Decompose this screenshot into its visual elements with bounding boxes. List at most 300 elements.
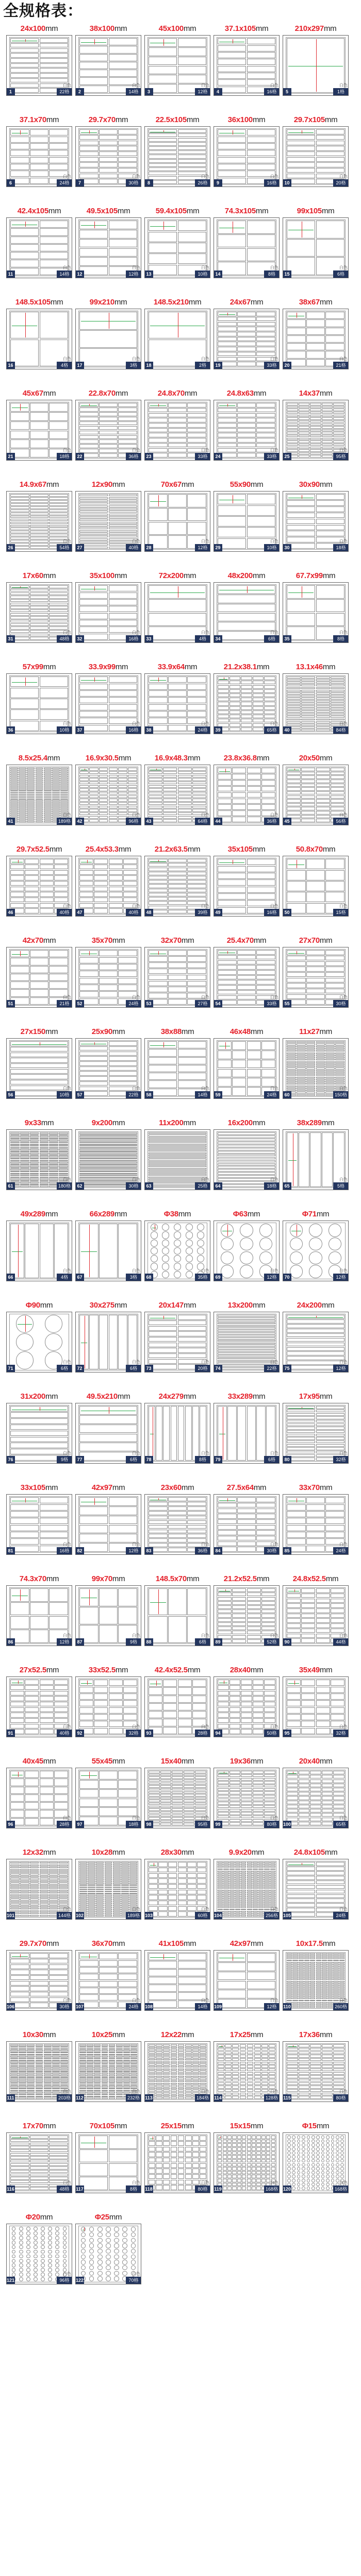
spec-cell[interactable] <box>281 479 350 554</box>
spec-cell[interactable] <box>5 1756 74 1831</box>
label-cell <box>241 706 252 710</box>
width-dimension-line <box>288 1317 343 1318</box>
spec-cell[interactable] <box>212 23 281 98</box>
label-cell <box>59 1138 68 1139</box>
label-cell <box>40 1912 49 1914</box>
label-cell <box>258 1871 264 1872</box>
label-cell <box>235 1881 240 1883</box>
spec-cell[interactable] <box>281 114 350 189</box>
label-cell <box>247 150 275 156</box>
spec-size: 33x52.5 <box>88 1666 116 1674</box>
label-cell <box>10 804 18 806</box>
spec-cell[interactable] <box>5 1847 74 1922</box>
spec-cell[interactable] <box>212 1026 281 1101</box>
label-cell <box>316 1603 330 1608</box>
label-cell <box>287 1067 296 1069</box>
spec-cell[interactable] <box>74 206 143 280</box>
spec-cell[interactable] <box>5 1573 74 1648</box>
label-count-badge: 12格 <box>264 1274 280 1281</box>
label-cell <box>88 1878 95 1880</box>
spec-cell[interactable] <box>281 1573 350 1648</box>
spec-cell[interactable] <box>74 753 143 827</box>
label-cell <box>325 1050 335 1052</box>
spec-cell[interactable] <box>212 570 281 645</box>
label-cell <box>335 1072 344 1074</box>
label-cell <box>99 1807 118 1816</box>
spec-cell[interactable] <box>74 1209 143 1283</box>
label-cell <box>287 506 315 512</box>
spec-cell[interactable] <box>212 1938 281 2013</box>
label-cell <box>287 1437 315 1439</box>
label-cell <box>40 1885 49 1887</box>
spec-cell[interactable] <box>212 1573 281 1648</box>
label-cell <box>79 1071 108 1076</box>
label-cell <box>121 1893 129 1894</box>
label-cell <box>237 980 256 985</box>
label-cell <box>316 146 344 150</box>
spec-cell[interactable] <box>281 297 350 371</box>
label-cell <box>316 698 330 700</box>
label-cell <box>261 1078 275 1087</box>
spec-cell[interactable] <box>212 1665 281 1739</box>
label-cell <box>149 1530 167 1534</box>
label-cell <box>229 1906 235 1908</box>
label-cell <box>79 1066 108 1071</box>
label-cell <box>178 1727 192 1734</box>
height-dimension-line <box>227 951 228 954</box>
spec-cell[interactable] <box>281 206 350 280</box>
spec-cell[interactable] <box>5 570 74 645</box>
label-cell <box>310 1957 315 1959</box>
spec-index-badge: 75 <box>283 1365 291 1372</box>
label-cell <box>316 721 330 723</box>
spec-cell[interactable] <box>5 23 74 98</box>
spec-cell[interactable] <box>143 570 212 645</box>
spec-cell[interactable] <box>281 1847 350 1922</box>
label-cell <box>287 1876 315 1880</box>
label-cell <box>168 950 187 956</box>
label-cell <box>218 1890 223 1891</box>
label-cell <box>160 1797 171 1799</box>
spec-cell[interactable] <box>212 1391 281 1466</box>
label-cell <box>20 1153 29 1154</box>
label-cell <box>113 1915 121 1917</box>
label-cell <box>49 1173 58 1174</box>
label-cell <box>256 975 275 980</box>
spec-cell[interactable] <box>143 662 212 736</box>
spec-cell[interactable] <box>143 297 212 371</box>
spec-cell[interactable] <box>74 1847 143 1922</box>
spec-cell[interactable] <box>5 753 74 827</box>
sheet-preview <box>283 309 349 369</box>
label-cell <box>287 1077 296 1078</box>
spec-cell[interactable] <box>212 479 281 554</box>
label-cell <box>247 45 275 52</box>
spec-cell[interactable] <box>143 206 212 280</box>
label-cell <box>316 1065 325 1067</box>
spec-cell[interactable] <box>5 206 74 280</box>
label-cell <box>49 525 68 528</box>
label-count-badge: 22格 <box>264 1365 280 1372</box>
label-cell <box>121 1891 129 1892</box>
spec-cell[interactable] <box>212 662 281 736</box>
label-cell <box>79 1909 87 1910</box>
label-cell <box>306 1497 325 1503</box>
label-cell <box>322 455 333 457</box>
label-cell <box>301 724 315 726</box>
label-cell <box>241 685 252 689</box>
label-cell <box>232 768 246 773</box>
spec-cell[interactable] <box>143 388 212 463</box>
label-cell <box>79 221 108 229</box>
label-cell <box>96 1874 104 1876</box>
label-cell <box>287 1074 296 1076</box>
label-cell <box>20 1890 29 1891</box>
spec-index-badge: 89 <box>214 1638 222 1646</box>
label-cell <box>79 1789 98 1798</box>
spec-cell[interactable] <box>143 1482 212 1557</box>
label-cell <box>232 1050 246 1059</box>
spec-cell[interactable] <box>281 23 350 98</box>
spec-cell[interactable] <box>281 1209 350 1283</box>
label-cell <box>325 1074 335 1076</box>
label-cell <box>109 1700 123 1706</box>
height-dimension-line <box>89 1225 90 1277</box>
label-cell <box>149 718 167 724</box>
spec-cell[interactable] <box>143 114 212 189</box>
spec-cell[interactable] <box>212 388 281 463</box>
paper-color-text: 白色 <box>201 1086 209 1091</box>
label-cell <box>99 812 108 815</box>
label-cell <box>325 319 344 327</box>
width-dimension-line <box>219 771 230 772</box>
label-cell <box>168 1506 187 1511</box>
spec-cell[interactable] <box>5 1938 74 2013</box>
label-cell <box>229 1713 240 1717</box>
spec-cell[interactable] <box>143 1847 212 1922</box>
spec-cell[interactable] <box>5 1391 74 1466</box>
spec-cell[interactable] <box>143 1391 212 1466</box>
spec-cell[interactable] <box>74 844 143 919</box>
label-cell <box>105 1893 112 1894</box>
spec-cell[interactable] <box>74 23 143 98</box>
label-cell <box>149 1774 159 1776</box>
label-cell <box>109 514 137 516</box>
label-cell <box>49 1869 58 1871</box>
label-cell <box>335 1046 344 1047</box>
label-cell <box>223 1915 228 1917</box>
spec-size: 22.8x70 <box>88 389 116 398</box>
paper-color-text: 白色 <box>132 721 140 726</box>
label-cell <box>316 1070 325 1072</box>
spec-cell[interactable] <box>212 114 281 189</box>
label-cell <box>96 1909 104 1910</box>
spec-cell[interactable] <box>212 1756 281 1831</box>
spec-cell[interactable] <box>281 570 350 645</box>
spec-cell[interactable] <box>5 935 74 1010</box>
spec-cell[interactable] <box>5 1300 74 1375</box>
spec-cell[interactable] <box>143 1026 212 1101</box>
spec-cell[interactable] <box>143 1756 212 1831</box>
spec-cell[interactable] <box>281 1938 350 2013</box>
spec-cell[interactable] <box>143 935 212 1010</box>
spec-cell[interactable] <box>74 1300 143 1375</box>
label-cell <box>49 513 68 515</box>
label-count-badge: 32格 <box>333 1730 349 1737</box>
spec-cell[interactable] <box>143 1300 212 1375</box>
label-cell <box>105 1872 112 1874</box>
label-cell <box>261 799 275 804</box>
spec-cell[interactable] <box>5 662 74 736</box>
height-dimension-line <box>20 1589 21 1601</box>
label-cell <box>270 1894 275 1895</box>
spec-cell[interactable] <box>143 1117 212 1192</box>
spec-cell[interactable] <box>143 844 212 919</box>
spec-cell[interactable] <box>143 1209 212 1283</box>
spec-cell[interactable] <box>212 1117 281 1192</box>
label-cell <box>287 1796 298 1800</box>
spec-cell[interactable] <box>74 1573 143 1648</box>
label-count-badge: 16格 <box>57 1547 72 1555</box>
label-cell <box>163 1406 170 1461</box>
round-label <box>151 1224 158 1231</box>
spec-cell[interactable] <box>143 479 212 554</box>
spec-cell[interactable] <box>143 753 212 827</box>
label-cell <box>49 1975 68 1980</box>
label-cell <box>30 1986 48 1991</box>
spec-cell[interactable] <box>281 1391 350 1466</box>
label-cell <box>287 679 301 681</box>
label-cell <box>105 1891 112 1892</box>
label-count-badge: 3格 <box>126 1274 141 1281</box>
spec-cell[interactable] <box>5 1026 74 1101</box>
spec-cell[interactable] <box>5 1209 74 1283</box>
spec-cell[interactable] <box>74 662 143 736</box>
label-cell <box>287 1687 301 1693</box>
label-cell <box>94 1728 108 1734</box>
label-cell <box>10 589 29 591</box>
label-cell <box>40 1867 49 1868</box>
spec-label <box>74 1482 143 1494</box>
label-cell <box>25 1707 39 1712</box>
spec-unit: mm <box>187 754 201 762</box>
label-cell <box>40 78 68 83</box>
label-cell <box>168 508 187 521</box>
label-cell <box>36 782 43 784</box>
spec-cell[interactable] <box>212 844 281 919</box>
label-cell <box>331 1714 344 1720</box>
label-cell <box>163 775 177 777</box>
spec-cell[interactable] <box>74 388 143 463</box>
spec-cell[interactable] <box>74 1117 143 1192</box>
spec-cell[interactable] <box>74 1756 143 1831</box>
label-cell <box>121 1909 129 1910</box>
label-cell <box>118 812 127 815</box>
label-cell <box>118 417 137 421</box>
label-cell <box>218 1618 232 1622</box>
label-cell <box>287 585 315 599</box>
spec-cell[interactable] <box>212 1300 281 1375</box>
label-cell <box>253 676 264 680</box>
label-cell <box>232 1626 246 1630</box>
label-cell <box>316 1061 325 1063</box>
label-cell <box>30 606 48 608</box>
label-cell <box>287 1634 301 1638</box>
label-cell <box>36 794 43 796</box>
spec-cell[interactable] <box>74 114 143 189</box>
spec-cell[interactable] <box>5 388 74 463</box>
label-cell <box>237 1000 256 1005</box>
label-cell <box>297 1083 306 1084</box>
spec-cell[interactable] <box>143 1938 212 2013</box>
spec-cell[interactable] <box>212 1847 281 1922</box>
label-cell <box>59 1132 68 1133</box>
label-cell <box>218 1885 223 1887</box>
spec-cell[interactable] <box>5 479 74 554</box>
label-cell <box>79 146 98 150</box>
spec-size: 21.2x52.5 <box>223 1574 257 1583</box>
label-cell <box>79 1891 87 1892</box>
sheet-preview <box>214 673 280 734</box>
label-cell <box>10 537 29 539</box>
spec-cell[interactable] <box>74 1026 143 1101</box>
label-cell <box>109 802 118 805</box>
spec-cell[interactable] <box>281 935 350 1010</box>
label-cell <box>40 228 68 235</box>
label-cell <box>30 1178 39 1179</box>
spec-cell[interactable] <box>281 1026 350 1101</box>
sheet-preview <box>75 1038 141 1099</box>
label-cell <box>79 1988 98 1994</box>
label-cell <box>232 1601 246 1605</box>
width-dimension-line <box>12 1956 27 1957</box>
label-cell <box>149 768 162 770</box>
label-count-badge: 44格 <box>333 1638 349 1646</box>
spec-cell[interactable] <box>212 1482 281 1557</box>
spec-cell[interactable] <box>74 1482 143 1557</box>
label-cell <box>322 452 333 454</box>
paper-color-text: 白色 <box>201 1177 209 1182</box>
spec-cell[interactable] <box>281 662 350 736</box>
spec-cell[interactable] <box>74 297 143 371</box>
spec-cell[interactable] <box>5 1482 74 1557</box>
spec-cell[interactable] <box>143 1665 212 1739</box>
round-label <box>162 1240 169 1247</box>
spec-cell[interactable] <box>5 297 74 371</box>
label-cell <box>322 429 333 431</box>
spec-cell[interactable] <box>212 1209 281 1283</box>
paper-color-text: 白色 <box>270 1633 278 1638</box>
spec-cell[interactable] <box>281 1117 350 1192</box>
label-cell <box>331 719 344 721</box>
label-cell <box>331 768 344 771</box>
spec-cell[interactable] <box>74 1391 143 1466</box>
label-cell <box>54 1680 68 1684</box>
spec-size: 55x45 <box>91 1757 112 1766</box>
label-cell <box>172 1794 183 1796</box>
label-cell <box>333 1780 344 1783</box>
label-cell <box>310 452 321 454</box>
spec-cell[interactable] <box>212 935 281 1010</box>
label-cell <box>49 1140 58 1141</box>
label-cell <box>99 417 118 421</box>
label-paper <box>286 1861 346 1918</box>
spec-label <box>143 1938 212 1950</box>
label-cell <box>40 1173 49 1174</box>
label-cell <box>79 792 89 794</box>
label-cell <box>270 1879 275 1880</box>
spec-cell[interactable] <box>74 479 143 554</box>
spec-cell[interactable] <box>74 935 143 1010</box>
label-paper <box>217 675 276 732</box>
label-cell <box>232 1078 246 1087</box>
spec-cell[interactable] <box>281 844 350 919</box>
label-cell <box>218 810 232 816</box>
spec-cell[interactable] <box>74 570 143 645</box>
spec-cell[interactable] <box>281 388 350 463</box>
label-cell <box>44 804 52 806</box>
label-cell <box>258 1883 264 1885</box>
label-cell <box>10 1140 20 1141</box>
label-cell <box>88 1901 95 1902</box>
label-cell <box>149 1348 177 1352</box>
label-cell <box>264 1809 275 1811</box>
spec-cell[interactable] <box>281 1300 350 1375</box>
spec-cell[interactable] <box>143 1573 212 1648</box>
label-cell <box>218 1881 223 1883</box>
label-cell <box>99 403 118 407</box>
label-cell <box>20 1144 29 1145</box>
spec-cell[interactable] <box>281 1756 350 1831</box>
label-cell <box>287 1588 301 1593</box>
spec-cell[interactable] <box>74 1665 143 1739</box>
label-cell <box>40 1155 49 1156</box>
spec-cell[interactable] <box>212 753 281 827</box>
spec-cell[interactable] <box>5 114 74 189</box>
label-cell <box>235 1875 240 1876</box>
label-cell <box>94 1707 108 1714</box>
spec-cell[interactable] <box>143 23 212 98</box>
label-cell <box>316 729 330 731</box>
spec-cell[interactable] <box>281 1665 350 1739</box>
spec-cell[interactable] <box>5 844 74 919</box>
label-cell <box>301 1608 315 1613</box>
spec-size: 31x200 <box>20 1392 45 1401</box>
spec-cell[interactable] <box>281 753 350 827</box>
label-cell <box>49 1162 58 1163</box>
label-cell <box>10 73 39 78</box>
label-cell <box>218 1774 228 1777</box>
label-cell <box>10 772 18 773</box>
spec-cell[interactable] <box>74 1938 143 2013</box>
label-cell <box>325 1088 335 1089</box>
sheet-preview <box>214 1950 280 2011</box>
spec-cell[interactable] <box>212 297 281 371</box>
label-cell <box>218 1778 228 1781</box>
label-cell <box>96 1901 104 1902</box>
spec-cell[interactable] <box>5 1665 74 1739</box>
spec-cell[interactable] <box>212 206 281 280</box>
label-count-badge: 14格 <box>57 270 72 278</box>
label-cell <box>79 1525 108 1534</box>
spec-cell[interactable] <box>5 1117 74 1192</box>
label-cell <box>79 1870 87 1872</box>
spec-cell[interactable] <box>281 1482 350 1557</box>
spec-label <box>74 1300 143 1311</box>
label-cell <box>299 417 309 419</box>
label-cell <box>109 892 123 896</box>
label-cell <box>105 1870 112 1872</box>
